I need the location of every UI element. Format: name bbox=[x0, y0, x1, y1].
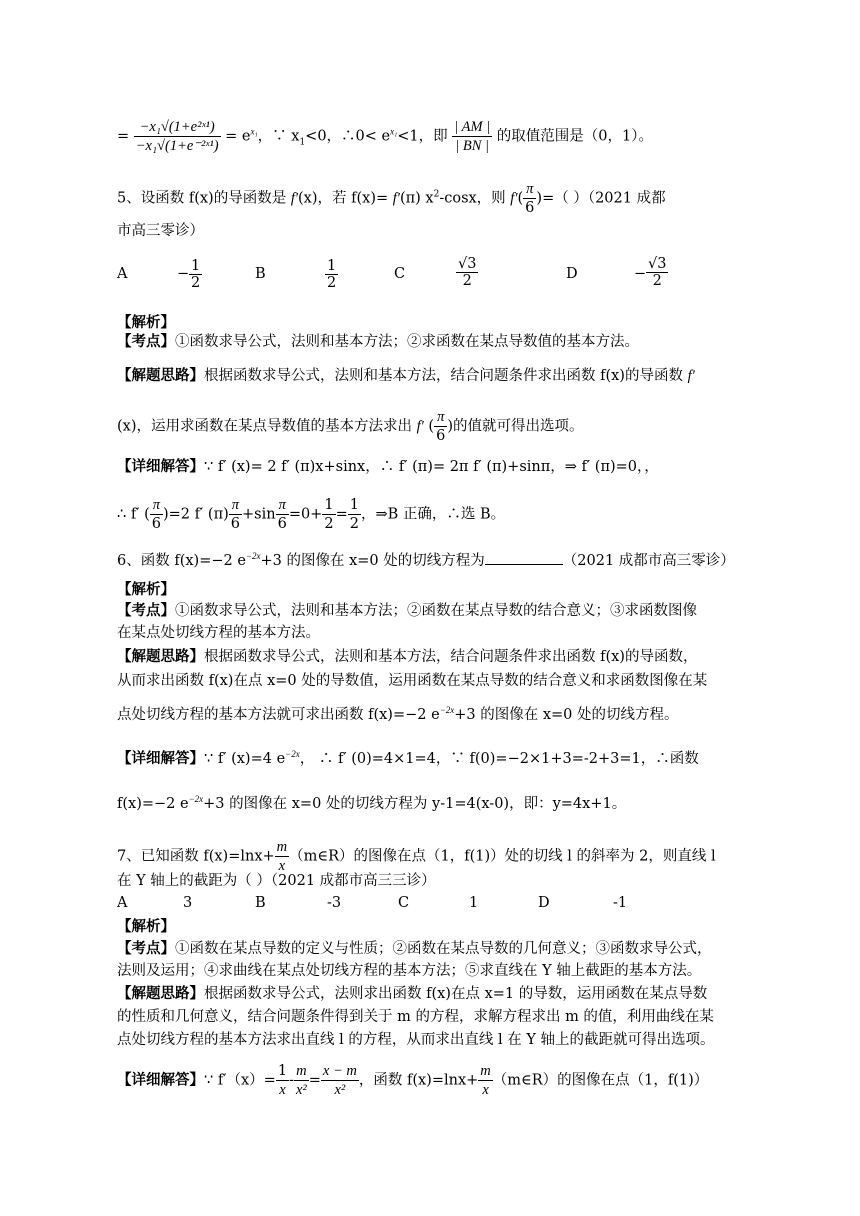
q5-silu: 【解题思路】根据函数求导公式，法则和基本方法，结合问题条件求出函数 f(x)的导函数 f′ bbox=[117, 368, 695, 384]
q5-stem: 5、设函数 f(x)的导函数是 f′(x)，若 f(x)= f′(π) $x^2$-cosx，则 f′( $\frac{\pi}{6}$ )=（ ）（2021 成都 bbox=[117, 181, 666, 216]
answer-blank[interactable] bbox=[485, 550, 563, 565]
q7-silu-line2: 的性质和几何意义，结合问题条件得到关于 m 的方程，求解方程求出 m 的值，利用曲线在某 bbox=[117, 1009, 714, 1025]
q6-silu: 【解题思路】根据函数求导公式，法则和基本方法，结合问题条件求出函数 f(x)的导函数， bbox=[117, 649, 698, 665]
q6-silu-line3: 点处切线方程的基本方法就可求出函数 f(x)=−2 $e^{-2x}+3$ 的图像在 x=0 处的切线方程。 bbox=[117, 705, 679, 723]
q4-tail-line: = $\frac{\text{−x₁√(1+e²ˣ¹)}}{\text{−x₁√(1+e⁻²ˣ¹)}}$ = $e^{x_1}$，∵ $x_1<0$，∴0< $e^{x_1}<1$，即 $\frac{| AM |}{| BN |}$ 的取值范围是（0，1）。 bbox=[117, 119, 653, 154]
q6-answer-line1: 【详细解答】∵ f′ (x)=4 $e^{-2x}$， ∴ f′ (0)=4×1=4，∵ f(0)=−2×1+3=-2+3=1，∴函数 bbox=[117, 749, 699, 767]
q5-kaodian: 【考点】①函数求导公式，法则和基本方法；②求函数在某点导数值的基本方法。 bbox=[117, 334, 639, 350]
q7-jiexi: 【解析】 bbox=[117, 919, 175, 935]
q7-option-b-value: -3 bbox=[327, 895, 342, 911]
q7-option-c-label[interactable]: C bbox=[398, 895, 410, 911]
q7-kaodian: 【考点】①函数在某点导数的定义与性质；②函数在某点导数的几何意义；③函数求导公式， bbox=[117, 941, 712, 957]
q5-silu-line2: (x)，运用求函数在某点导数值的基本方法求出 f′ ( $\frac{\pi}{6}$ )的值就可得出选项。 bbox=[117, 409, 584, 444]
q6-kaodian: 【考点】①函数求导公式，法则和基本方法；②函数在某点导数的结合意义；③求函数图像 bbox=[117, 603, 697, 619]
q5-stem-line2: 市高三零诊） bbox=[117, 223, 204, 239]
q6-kaodian-line2: 在某点处切线方程的基本方法。 bbox=[117, 625, 320, 641]
q7-stem: 7、已知函数 f(x)=lnx+ $\frac{m}{x}$ （m∈R）的图像在点（1，f(1)）处的切线 l 的斜率为 2，则直线 l bbox=[117, 839, 716, 874]
q6-stem: 6、函数 f(x)=−2 $e^{-2x}+3$ 的图像在 x=0 处的切线方程为 （2021 成都市高三零诊） bbox=[117, 551, 735, 569]
q7-silu: 【解题思路】根据函数求导公式，法则求出函数 f(x)在点 x=1 的导数，运用函数在某点导数 bbox=[117, 986, 708, 1002]
q5-answer-line1: 【详细解答】∵ f′ (x)= 2 f′ (π)x+sinx，∴ f′ (π)= 2π f′ (π)+sinπ，⇒ f′ (π)=0，， bbox=[117, 459, 659, 475]
q7-option-c-value: 1 bbox=[469, 895, 479, 911]
q7-option-b-label[interactable]: B bbox=[255, 895, 266, 911]
q7-option-a-label[interactable]: A bbox=[117, 895, 128, 911]
q5-answer-line2: ∴ f′ ( $\frac{\pi}{6}$ )=2 f′ (π) $\frac{\pi}{6}$ +sin $\frac{\pi}{6}$ =0+ $\frac{1}{2}$ = $\frac{1}{2}$ ，⇒B 正确，∴选 B。 bbox=[117, 497, 506, 532]
q4-fraction: $\frac{\text{−x₁√(1+e²ˣ¹)}}{\text{−x₁√(1+e⁻²ˣ¹)}}$ bbox=[135, 119, 219, 154]
q7-option-a-value: 3 bbox=[183, 895, 193, 911]
q7-answer-line1: 【详细解答】∵ f′（x）= $\frac{1}{x}$ - $\frac{m}{\text{x²}}$ = $\frac{x - m}{\text{x²}}$ ，函数 f(x)=lnx+ $\frac{m}{x}$ （m∈R）的图像在点（1，f(1)） bbox=[117, 1063, 709, 1098]
q7-option-d-label[interactable]: D bbox=[538, 895, 550, 911]
q7-kaodian-line2: 法则及运用；④求曲线在某点处切线方程的基本方法；⑤求直线在 Y 轴上截距的基本方法。 bbox=[117, 963, 702, 979]
q7-stem-line2: 在 Y 轴上的截距为（ ）（2021 成都市高三三诊） bbox=[117, 873, 436, 889]
q6-silu-line2: 从而求出函数 f(x)在点 x=0 处的导数值，运用函数在某点导数的结合意义和求函数图像在某 bbox=[117, 673, 708, 689]
q5-jiexi: 【解析】 bbox=[117, 315, 175, 331]
am-bn-fraction: $\frac{| AM |}{| BN |}$ bbox=[454, 119, 491, 154]
q7-silu-line3: 点处切线方程的基本方法求出直线 l 的方程，从而求出直线 l 在 Y 轴上的截距就可得出选项。 bbox=[117, 1032, 715, 1048]
q6-jiexi: 【解析】 bbox=[117, 582, 175, 598]
q7-option-d-value: -1 bbox=[613, 895, 628, 911]
q6-answer-line2: f(x)=−2 $e^{-2x}+3$ 的图像在 x=0 处的切线方程为 y-1=4(x-0)，即：y=4x+1。 bbox=[117, 794, 627, 812]
